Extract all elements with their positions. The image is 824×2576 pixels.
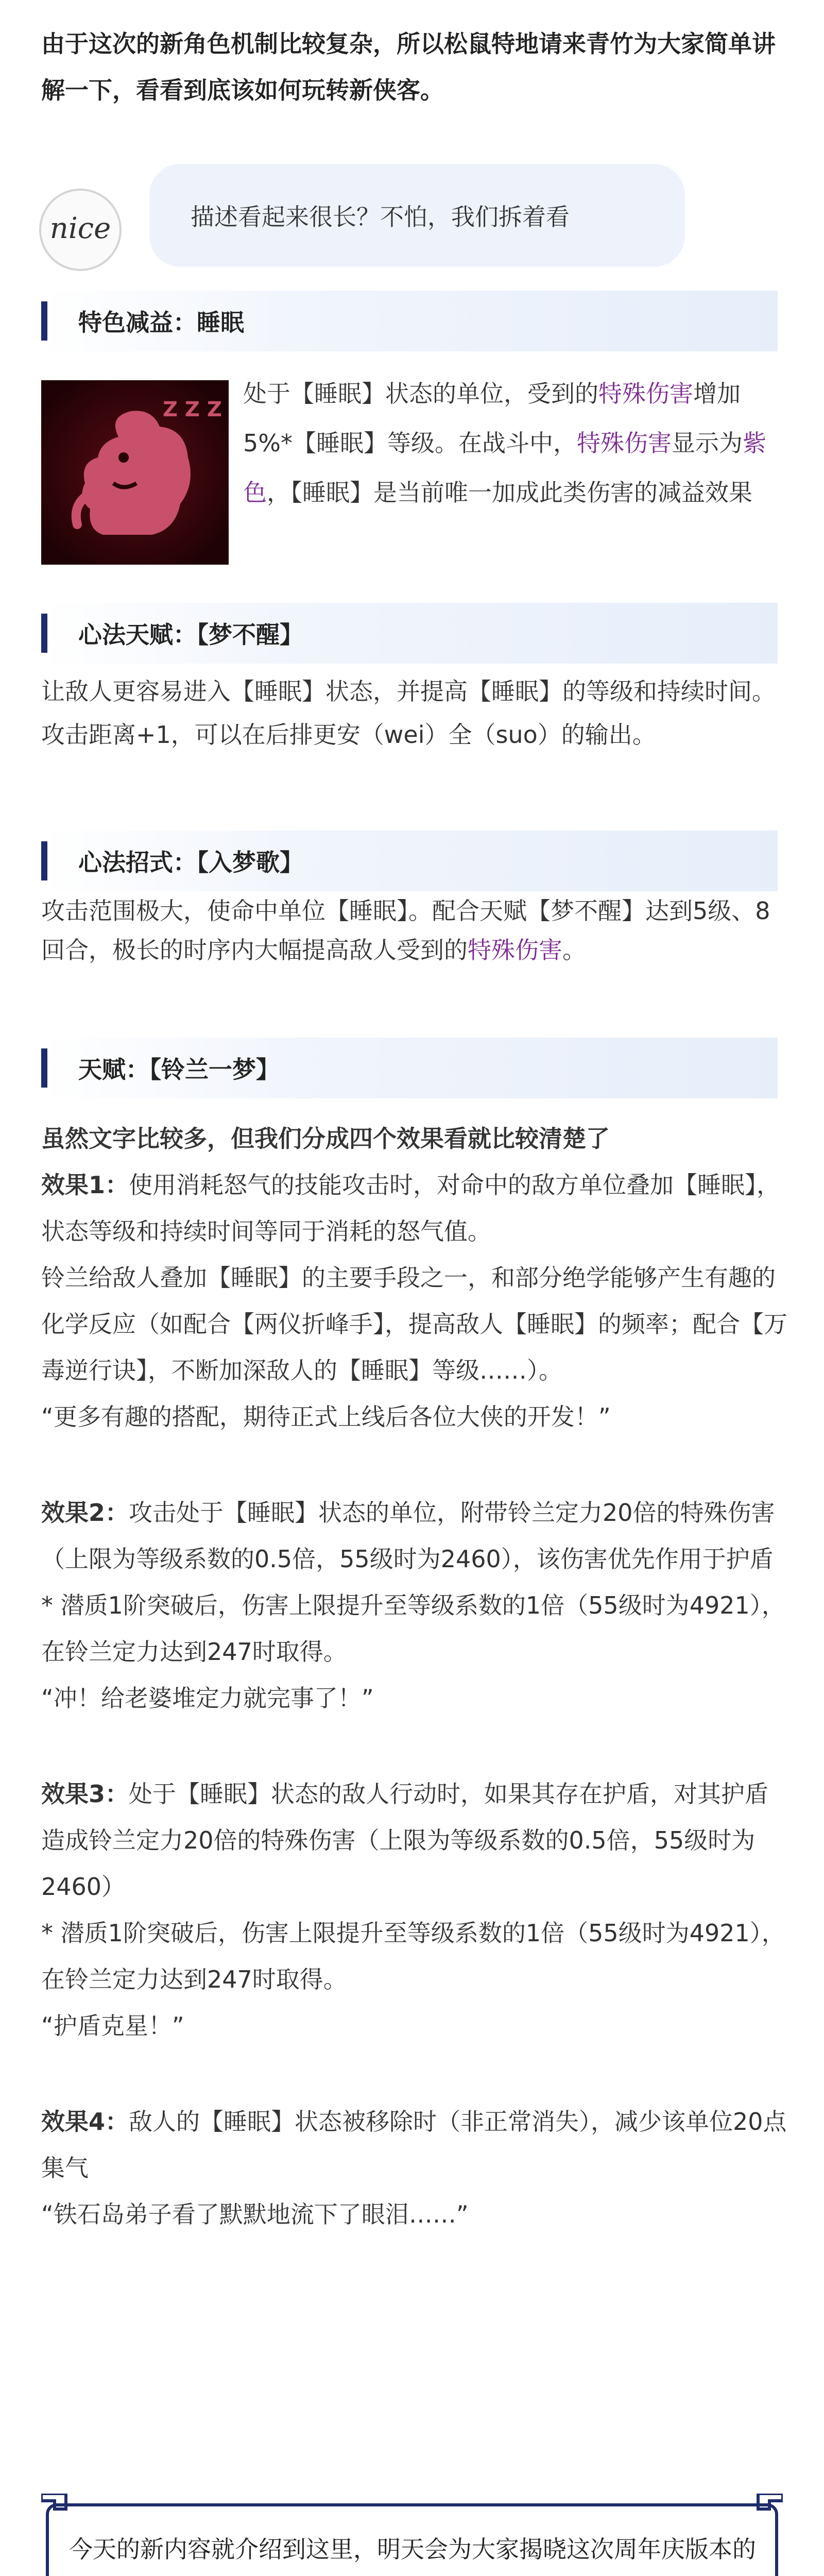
skill-description: [41, 891, 783, 970]
svg-text:nice: nice: [49, 212, 111, 245]
closing-note: [41, 2494, 783, 2576]
nice-logo-icon: [41, 191, 119, 269]
effect-text: 攻击处于【睡眠】状态的单位，附带铃兰定力20倍的特殊伤害（上限为等级系数的0.5倍，55级时为2460），该伤害优先作用于护盾: [41, 1499, 775, 1573]
effect-text: 使用消耗怒气的技能攻击时，对命中的敌方单位叠加【睡眠】，状态等级和持续时间等同于消耗的怒气值。: [41, 1171, 781, 1245]
section-header-debuff: [41, 291, 778, 351]
effect-2-note: * 潜质1阶突破后，伤害上限提升至等级系数的1倍（55级时为4921），在铃兰定力达到247时取得。: [41, 1591, 785, 1666]
skill-text-1: 攻击范围极大，使命中单位【睡眠】。配合天赋【梦不醒】达到5级、8回合，极长的时序内大幅提高敌人受到的: [41, 897, 770, 964]
highlight-special-damage: 特殊伤害: [576, 429, 672, 457]
passive-description: 让敌人更容易进入【睡眠】状态，并提高【睡眠】的等级和持续时间。攻击距离+1，可以在后排更安（wei）全（suo）的输出。: [41, 677, 776, 749]
effects-list: [41, 1115, 788, 2238]
section-title: 特色减益：睡眠: [78, 309, 244, 336]
debuff-text-3: 显示为: [671, 429, 743, 457]
effect-3-note: * 潜质1阶突破后，伤害上限提升至等级系数的1倍（55级时为4921），在铃兰定力达到247时取得。: [41, 1919, 785, 1993]
highlight-special-damage: 特殊伤害: [598, 380, 693, 408]
effect-2: [41, 1489, 788, 1582]
effect-text: 处于【睡眠】状态的敌人行动时，如果其存在护盾，对其护盾造成铃兰定力20倍的特殊伤害（上限为等级系数的0.5倍，55级时为2460）: [41, 1780, 769, 1901]
effect-label: 效果2：: [41, 1499, 129, 1527]
effect-label: 效果4：: [41, 2108, 129, 2136]
intro-paragraph: 由于这次的新角色机制比较复杂，所以松鼠特地请来青竹为大家简单讲解一下，看看到底该如何玩转新侠客。: [41, 30, 776, 104]
effect-label: 效果1：: [41, 1171, 129, 1199]
section-header-skill: [41, 831, 778, 891]
section-accent-bar: [41, 841, 47, 880]
sleep-debuff-icon: [41, 380, 229, 565]
effect-3-quote: “护盾克星！”: [41, 2012, 184, 2040]
svg-text:Z Z Z: Z Z Z: [163, 398, 222, 421]
debuff-text-1: 处于【睡眠】状态的单位，受到的: [243, 380, 598, 408]
effect-1: [41, 1162, 788, 1255]
section-accent-bar: [41, 1048, 47, 1088]
highlight-special-damage: 特殊伤害: [468, 936, 562, 964]
effect-3: [41, 1771, 788, 1910]
effect-4: [41, 2098, 788, 2191]
debuff-description: [243, 369, 784, 517]
section-title: 天赋：【铃兰一梦】: [78, 1056, 280, 1083]
highlight-purple: 紫色: [243, 429, 766, 506]
section-header-passive: [41, 603, 778, 664]
section-accent-bar: [41, 614, 47, 653]
section-title: 心法招式：【入梦歌】: [78, 849, 303, 876]
effect-label: 效果3：: [41, 1780, 129, 1808]
effect-1-quote: “更多有趣的搭配，期待正式上线后各位大侠的开发！”: [41, 1403, 611, 1431]
section-header-talent: [41, 1038, 778, 1098]
avatar: [39, 189, 122, 271]
effect-text: 敌人的【睡眠】状态被移除时（非正常消失），减少该单位20点集气: [41, 2108, 787, 2182]
debuff-text-2: 增加5%*【睡眠】等级。在战斗中，: [243, 380, 741, 457]
section-accent-bar: [41, 301, 47, 341]
effect-1-note: 铃兰给敌人叠加【睡眠】的主要手段之一，和部分绝学能够产生有趣的化学反应（如配合【两仪折峰手】，提高敌人【睡眠】的频率；配合【万毒逆行诀】，不断加深敌人的【睡眠】等级……）。: [41, 1264, 787, 1384]
section-title: 心法天赋：【梦不醒】: [78, 621, 303, 649]
skill-text-2: 。: [562, 936, 586, 964]
debuff-text-4: ，【睡眠】是当前唯一加成此类伤害的减益效果: [267, 479, 752, 506]
effect-4-quote: “铁石岛弟子看了默默地流下了眼泪……”: [41, 2200, 469, 2228]
effect-2-quote: “冲！给老婆堆定力就完事了！”: [41, 1684, 374, 1712]
closing-text: 今天的新内容就介绍到这里，明天会为大家揭晓这次周年庆版本的: [69, 2535, 756, 2563]
effects-summary: 虽然文字比较多，但我们分成四个效果看就比较清楚了: [41, 1125, 610, 1153]
speech-bubble: 描述看起来很长？不怕，我们拆着看: [149, 164, 685, 267]
